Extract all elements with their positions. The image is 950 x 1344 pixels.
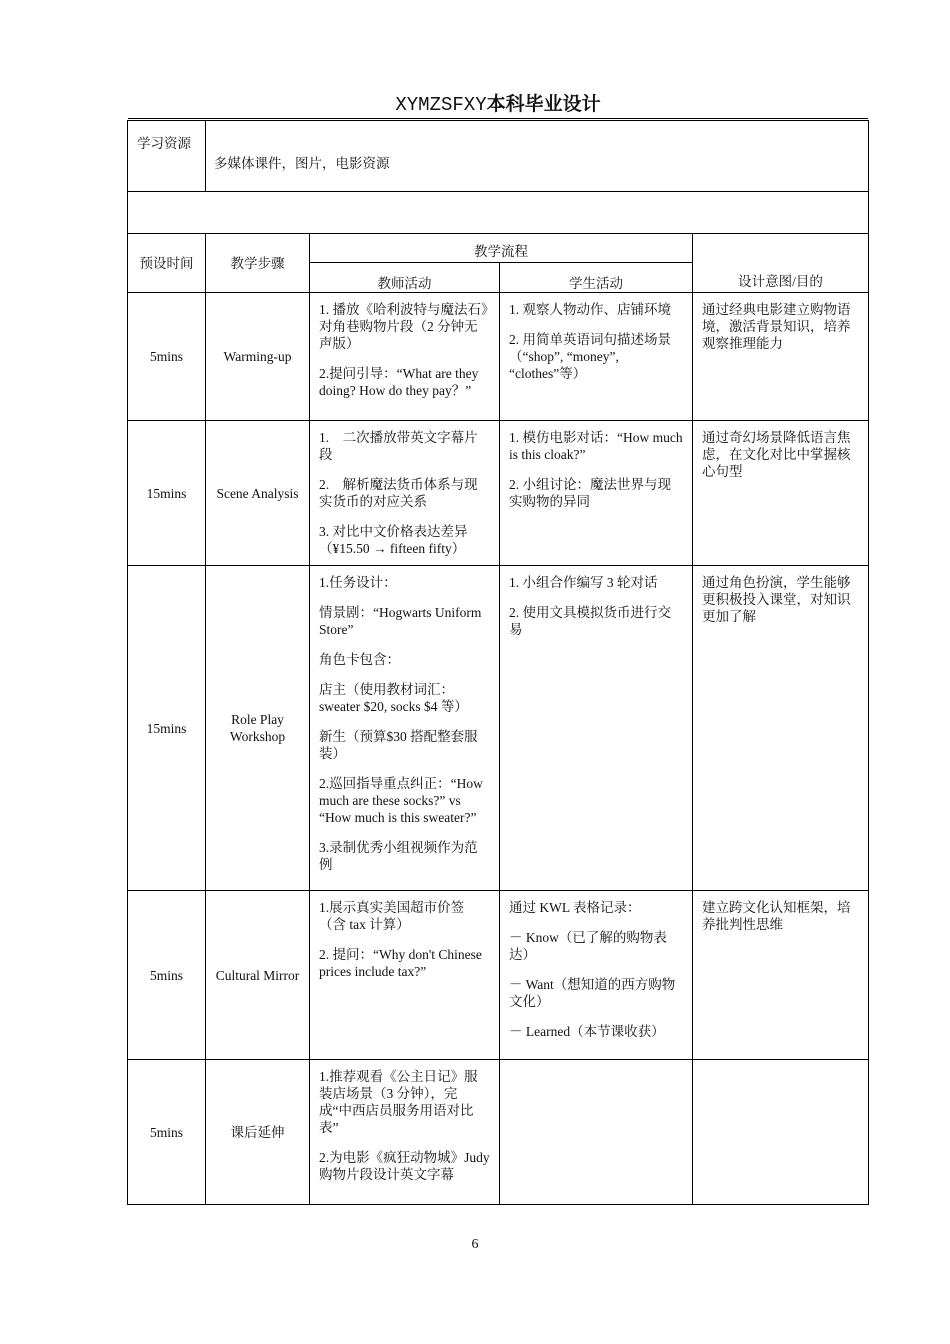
table-row <box>128 293 869 421</box>
time-cell: 15mins <box>128 421 206 566</box>
teacher-activity-cell <box>310 566 500 891</box>
resources-row <box>128 121 869 192</box>
teacher-activity-cell <box>310 293 500 421</box>
page-number: 6 <box>471 1237 479 1252</box>
purpose-cell: 通过经典电影建立购物语境，激活背景知识，培养观察推理能力 <box>693 293 869 421</box>
teacher-activity-item: 3. 对比中文价格表达差异（¥15.50 → fifteen fifty） <box>319 524 468 556</box>
teacher-activity-item: 1.推荐观看《公主日记》服装店场景（3 分钟），完成“中西店员服务用语对比表” <box>319 1069 478 1135</box>
teacher-activity-item: 新生（预算$30 搭配整套服装） <box>319 729 478 761</box>
blank-cell <box>128 192 869 234</box>
time-cell: 5mins <box>128 891 206 1060</box>
teacher-activity-item: 2. 解析魔法货币体系与现实货币的对应关系 <box>319 477 478 509</box>
purpose-cell: 建立跨文化认知框架，培养批判性思维 <box>693 891 869 1060</box>
student-activity-item: 2. 小组讨论：魔法世界与现实购物的异同 <box>509 477 671 509</box>
lesson-plan-table <box>127 120 869 1205</box>
teacher-activity-cell <box>310 891 500 1060</box>
teacher-activity-cell <box>310 1060 500 1205</box>
step-cell: 课后延伸 <box>206 1060 310 1205</box>
step-cell: Scene Analysis <box>206 421 310 566</box>
col-purpose-header: 设计意图/目的 <box>693 234 869 293</box>
student-activity-cell <box>500 566 693 891</box>
teacher-activity-item: 2.为电影《疯狂动物城》Judy 购物片段设计英文字幕 <box>319 1150 490 1182</box>
teacher-activity-item: 1.任务设计： <box>319 575 397 590</box>
purpose-cell: 通过奇幻场景降低语言焦虑，在文化对比中掌握核心句型 <box>693 421 869 566</box>
student-activity-cell <box>500 891 693 1060</box>
step-cell: Cultural Mirror <box>206 891 310 1060</box>
teacher-activity-item: 角色卡包含： <box>319 652 400 667</box>
table-row <box>128 1060 869 1205</box>
teacher-activity-item: 2. 提问：“Why don't Chinese prices include tax?” <box>319 947 482 979</box>
header-latin-code: XYMZSFXY <box>395 94 487 116</box>
teacher-activity-item: 2.巡回指导重点纠正：“How much are these socks?” vs “How much is this sweater?” <box>319 776 483 825</box>
teacher-activity-item: 1. 播放《哈利波特与魔法石》对角巷购物片段（2 分钟无声版） <box>319 302 488 351</box>
teacher-activity-item: 3.录制优秀小组视频作为范例 <box>319 840 478 872</box>
teacher-activity-item: 情景剧：“Hogwarts Uniform Store” <box>319 605 482 637</box>
teacher-activity-item: 1. 二次播放带英文字幕片段 <box>319 430 478 462</box>
student-activity-item: 2. 用简单英语词句描述场景（“shop”, “money”, “clothes”等） <box>509 332 671 381</box>
student-activity-item: 通过 KWL 表格记录： <box>509 900 641 915</box>
header-title: 本科毕业设计 <box>486 93 601 115</box>
col-step-header: 教学步骤 <box>206 234 310 293</box>
student-activity-cell <box>500 421 693 566</box>
blank-row <box>128 192 869 234</box>
student-activity-item: 2. 使用文具模拟货币进行交易 <box>509 605 671 637</box>
col-time-header: 预设时间 <box>128 234 206 293</box>
time-cell: 5mins <box>128 293 206 421</box>
teacher-activity-cell <box>310 421 500 566</box>
student-activity-item: － Know（已了解的购物表达） <box>509 930 667 962</box>
student-activity-cell <box>500 293 693 421</box>
resources-label: 学习资源 <box>128 121 206 192</box>
student-activity-cell <box>500 1060 693 1205</box>
student-activity-item: － Want（想知道的西方购物文化） <box>509 977 676 1009</box>
header-row-1 <box>128 234 869 263</box>
student-activity-item: 1. 模仿电影对话：“How much is this cloak?” <box>509 430 683 462</box>
table-row <box>128 566 869 891</box>
col-flow-header: 教学流程 <box>310 234 693 263</box>
student-activity-item: 1. 观察人物动作、店铺环境 <box>509 302 671 317</box>
step-cell: Warming-up <box>206 293 310 421</box>
header-rule <box>128 118 868 119</box>
time-cell: 5mins <box>128 1060 206 1205</box>
col-student-header: 学生活动 <box>500 263 693 293</box>
teacher-activity-item: 2.提问引导：“What are they doing? How do they pay？” <box>319 366 479 398</box>
table-row <box>128 891 869 1060</box>
purpose-cell: 通过角色扮演，学生能够更积极投入课堂，对知识更加了解 <box>693 566 869 891</box>
document-header <box>128 92 868 117</box>
resources-value: 多媒体课件，图片，电影资源 <box>206 121 869 192</box>
time-cell: 15mins <box>128 566 206 891</box>
teacher-activity-item: 1.展示真实美国超市价签（含 tax 计算） <box>319 900 465 932</box>
student-activity-item: － Learned（本节课收获） <box>509 1024 665 1039</box>
table-row <box>128 421 869 566</box>
step-cell: Role Play Workshop <box>206 566 310 891</box>
purpose-cell <box>693 1060 869 1205</box>
col-teacher-header: 教师活动 <box>310 263 500 293</box>
teacher-activity-item: 店主（使用教材词汇：sweater $20, socks $4 等） <box>319 682 468 714</box>
student-activity-item: 1. 小组合作编写 3 轮对话 <box>509 575 658 590</box>
